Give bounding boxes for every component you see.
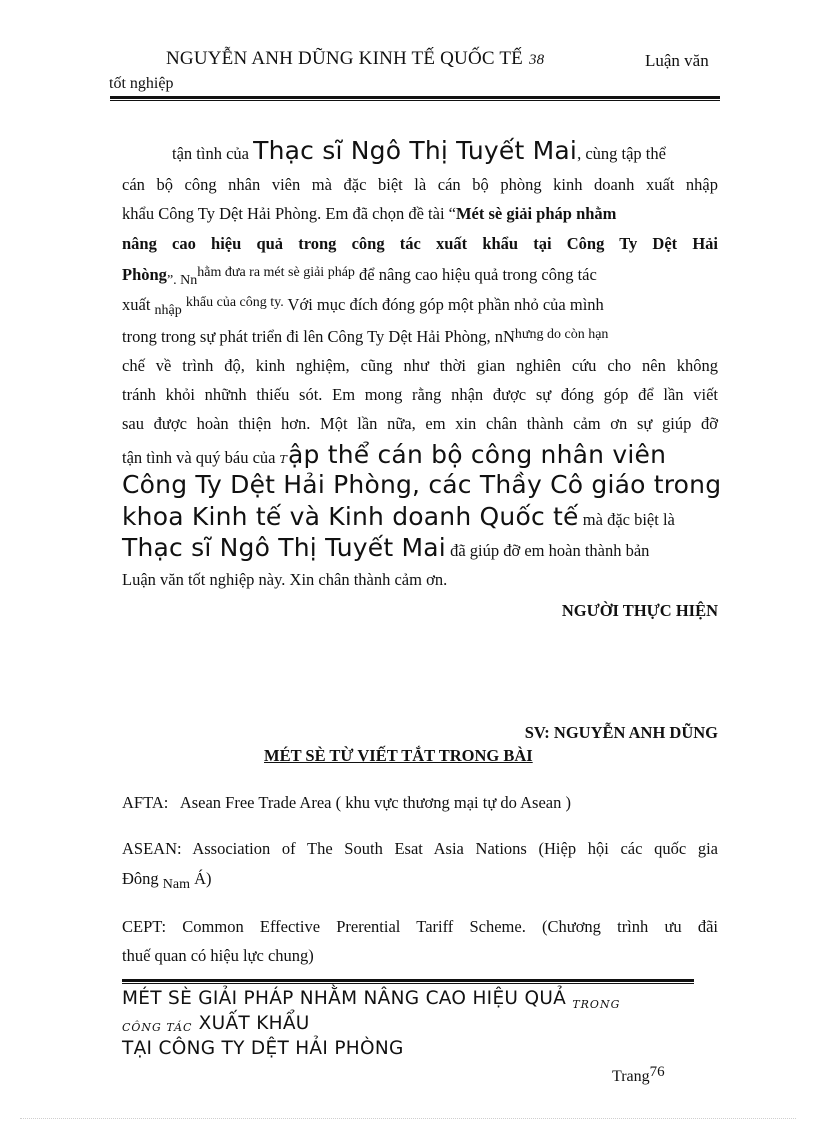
page-edge-divider [20,1118,796,1119]
header-page-code: 38 [528,52,545,68]
header-right-label: Luận văn [645,51,709,70]
footer-line-3: TẠI CÔNG TY DỆT HẢI PHÒNG [122,1038,404,1059]
footer-line-2: CÔNG TÁC XUẤT KHẨU [122,1013,310,1034]
body-line-15: Luận văn tốt nghiệp này. Xin chân thành cảm ơn. [122,570,448,589]
body-line-13: khoa Kinh tế và Kinh doanh Quốc tế mà đặc biệt là [122,502,675,531]
body-line-12: Công Ty Dệt Hải Phòng, các Thầy Cô giáo trong [122,470,722,499]
body-line-6: xuất $_{nhập}$ $^{khẩu của công ty.}$ Với mục đích đóng góp một phần nhỏ của mình [122,295,604,318]
body-line-5: Phòng$_{”. Nn}^{hằm đưa ra mét sè giải pháp}$ để nâng cao hiệu quả trong công tác [122,265,597,288]
header-title: NGUYỄN ANH DŨNG KINH TẾ QUỐC TẾ [166,48,523,69]
thesis-title-part-2: nâng cao hiệu quả trong công tác xuất khẩu tại Công Ty Dệt Hải [122,234,718,253]
advisor-name: Thạc sĩ Ngô Thị Tuyết Mai [253,136,578,165]
body-line-1: tận tình của Thạc sĩ Ngô Thị Tuyết Mai, cùng tập thể [172,136,666,165]
body-line-14: Thạc sĩ Ngô Thị Tuyết Mai đã giúp đỡ em hoàn thành bản [122,533,650,562]
thesis-title-part-1: Mét sè giải pháp nhằm [455,204,617,223]
header-rule-thin [110,100,720,101]
signature-label: NGƯỜI THỰC HIỆN [561,601,718,620]
abbr-cept-line-2: thuế quan có hiệu lực chung) [122,946,314,965]
abbr-asean-line-1: ASEAN: Association of The South Esat Asia Nations (Hiệp hội các quốc gia [122,839,718,858]
abbr-asean-line-2: Đông $_{Nam}$ Á) [122,869,212,892]
body-line-10: sau được hoàn thiện hơn. Một lần nữa, em xin chân thành cảm ơn sự giúp đỡ [122,414,718,433]
abbr-cept-line-1: CEPT: Common Effective Prerential Tariff Scheme. (Chương trình ưu đãi [122,917,718,936]
body-line-8: chế về trình độ, kinh nghiệm, cũng như thời gian nghiên cứu cho nên không [122,356,718,375]
body-line-11: tận tình và quý báu của Tập thể cán bộ công nhân viên [122,440,667,469]
student-name: SV: NGUYỄN ANH DŨNG [524,723,718,742]
footer-rule [122,979,694,982]
abbr-afta: AFTA: Asean Free Trade Area ( khu vực thương mại tự do Asean ) [122,793,571,812]
running-header [166,48,544,70]
footer-rule-thin [122,983,694,984]
header-second-line: tốt nghiệp [109,75,174,92]
thesis-title-part-3: Phòng [122,265,167,284]
footer-line-1: MÉT SÈ GIẢI PHÁP NHẰM NÂNG CAO HIỆU QUẢ $_{TRONG}$ [122,988,621,1011]
page-label: Trang [612,1068,650,1085]
decorative-initial: T [279,453,288,466]
body-line-7: trong trong sự phát triển đi lên Công Ty Dệt Hải Phòng, $nN^{hưng do còn hạn}$ [122,327,609,346]
body-line-3: khẩu Công Ty Dệt Hải Phòng. Em đã chọn đề tài “Mét sè giải pháp nhằm [122,204,617,223]
header-rule [110,96,720,99]
body-line-2: cán bộ công nhân viên mà đặc biệt là cán bộ phòng kinh doanh xuất nhập [122,175,718,194]
body-line-9: tránh khỏi nhữnh thiếu sót. Em mong rằng nhận được sự đóng góp để lần viết [122,385,718,404]
abbreviations-title: MÉT SÈ TỪ VIẾT TẮT TRONG BÀI [264,746,533,765]
page-number [612,1064,665,1086]
page-number-value: 76 [649,1064,665,1080]
